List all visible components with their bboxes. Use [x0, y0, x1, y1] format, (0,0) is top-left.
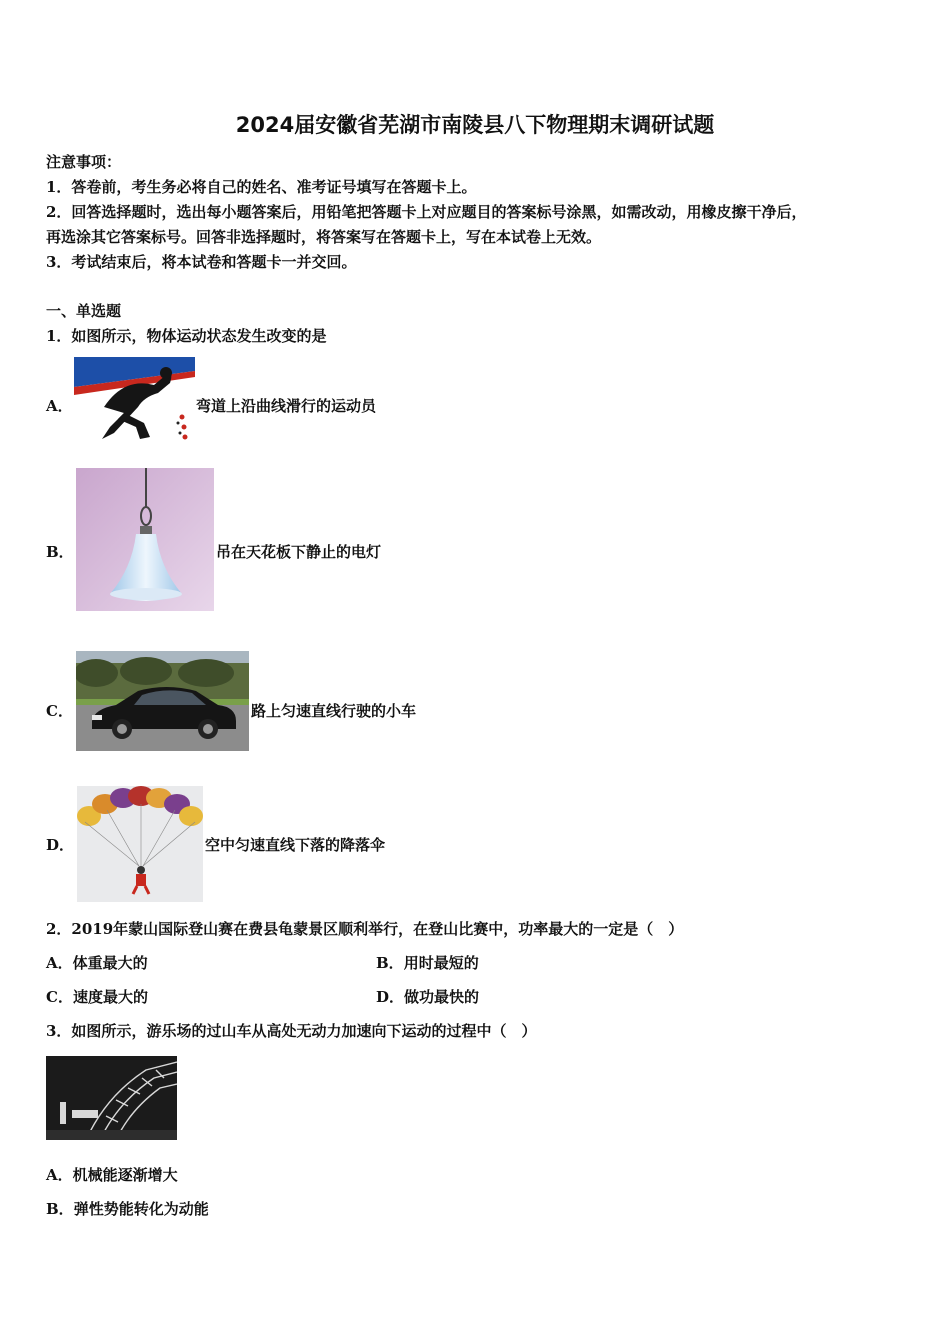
option-a: A．体重最大的	[46, 954, 148, 972]
option-text: 弯道上沿曲线滑行的运动员	[196, 397, 377, 415]
option-d: D．做功最快的	[376, 988, 480, 1006]
option-letter: A．	[46, 397, 73, 415]
option-text: 路上匀速直线行驶的小车	[251, 702, 417, 720]
page-title: 2024届安徽省芜湖市南陵县八下物理期末调研试题	[235, 113, 715, 137]
option-text: 吊在天花板下静止的电灯	[216, 543, 382, 561]
option-b: B．用时最短的	[376, 954, 479, 972]
roller-coaster-image	[46, 1056, 177, 1140]
section-heading: 一、单选题	[46, 302, 122, 320]
parachute-image	[77, 786, 203, 902]
question-3-stem: 3．如图所示，游乐场的过山车从高处无动力加速向下运动的过程中（ ）	[46, 1022, 537, 1040]
hanging-lamp-image	[76, 468, 214, 611]
speed-skater-image	[74, 357, 195, 445]
notice-item: 2．回答选择题时，选出每小题答案后，用铅笔把答题卡上对应题目的答案标号涂黑，如需改动，用橡皮擦干净后，	[46, 203, 807, 221]
notice-item: 3．考试结束后，将本试卷和答题卡一并交回。	[46, 253, 357, 271]
notice-item: 再选涂其它答案标号。回答非选择题时，将答案写在答题卡上，写在本试卷上无效。	[46, 228, 602, 246]
option-b: B．弹性势能转化为动能	[46, 1200, 209, 1218]
option-letter: D．	[46, 836, 75, 854]
question-2-stem: 2．2019年蒙山国际登山赛在费县龟蒙景区顺利举行，在登山比赛中，功率最大的一定是（ ）	[46, 920, 684, 938]
option-a: A．机械能逐渐增大	[46, 1166, 178, 1184]
option-letter: C．	[46, 702, 73, 720]
option-text: 空中匀速直线下落的降落伞	[205, 836, 386, 854]
notice-heading: 注意事项：	[46, 153, 122, 171]
question-1-stem: 1．如图所示，物体运动状态发生改变的是	[46, 327, 327, 345]
notice-item: 1．答卷前，考生务必将自己的姓名、准考证号填写在答题卡上。	[46, 178, 477, 196]
car-image	[76, 651, 249, 751]
option-c: C．速度最大的	[46, 988, 148, 1006]
option-letter: B．	[46, 543, 74, 561]
